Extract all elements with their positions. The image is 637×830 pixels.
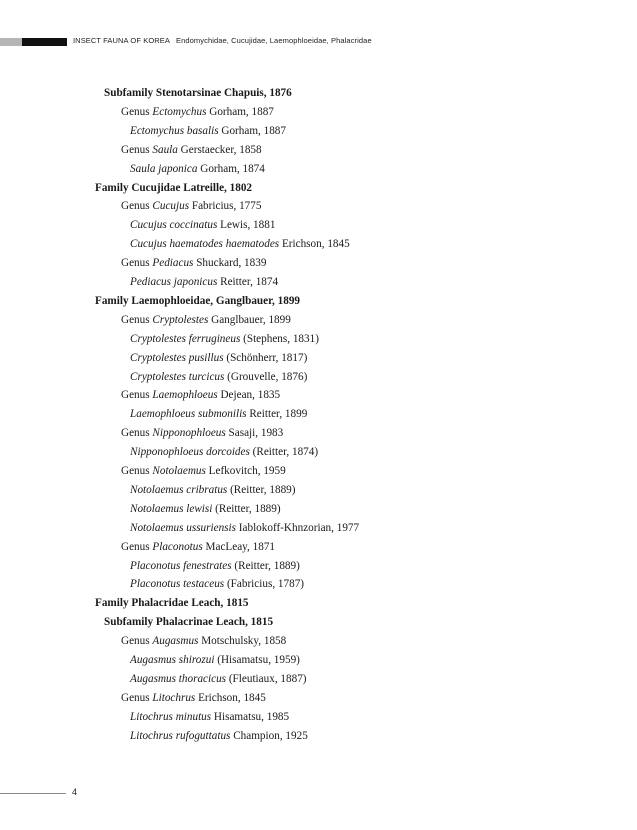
species-name: Saula japonica: [130, 162, 198, 175]
genus-name: Cucujus: [152, 200, 190, 213]
running-header: [73, 36, 372, 45]
genus-entry: [121, 426, 283, 440]
genus-entry: [121, 199, 261, 213]
authority: Fabricius, 1775: [191, 200, 262, 213]
authority: Gorham, 1887: [221, 124, 286, 137]
family-entry: [95, 596, 249, 610]
species-name: Nipponophloeus dorcoides: [130, 446, 250, 459]
header-gray-bar: [0, 38, 22, 46]
rank-prefix: Genus: [121, 105, 150, 118]
genus-name: Pediacus: [152, 257, 194, 270]
genus-name: Augasmus: [152, 635, 199, 648]
species-entry: [130, 672, 307, 686]
family-name: Family Laemophloeidae, Ganglbauer, 1899: [95, 294, 301, 307]
footer-rule: [0, 793, 66, 794]
authority: (Grouvelle, 1876): [227, 370, 308, 383]
authority: (Reitter, 1889): [215, 502, 281, 515]
header-black-bar: [22, 38, 67, 46]
rank-prefix: Genus: [121, 540, 150, 553]
species-name: Cucujus coccinatus: [130, 219, 218, 232]
species-entry: [130, 275, 278, 289]
species-entry: [130, 124, 286, 138]
subfamily-entry: [104, 615, 273, 629]
authority: (Stephens, 1831): [243, 332, 319, 345]
subfamily-name: Subfamily Stenotarsinae Chapuis, 1876: [104, 87, 292, 99]
authority: Reitter, 1899: [249, 408, 308, 421]
authority: Shuckard, 1839: [196, 257, 267, 270]
species-entry: [130, 502, 281, 516]
authority: Erichson, 1845: [198, 691, 266, 704]
species-entry: [130, 577, 304, 591]
authority: MacLeay, 1871: [205, 540, 276, 553]
rank-prefix: Genus: [121, 427, 150, 440]
authority: (Fabricius, 1787): [226, 578, 305, 591]
species-entry: [130, 729, 308, 743]
genus-name: Litochrus: [152, 691, 196, 704]
page-number: 4: [72, 787, 78, 797]
species-entry: [130, 370, 307, 384]
header-series: INSECT FAUNA OF KOREA: [73, 36, 170, 45]
rank-prefix: Genus: [121, 465, 150, 477]
rank-prefix: Genus: [121, 691, 150, 704]
family-entry: [95, 294, 300, 308]
species-entry: [130, 653, 300, 667]
rank-prefix: Genus: [121, 313, 150, 326]
authority: (Fleutiaux, 1887): [228, 672, 307, 685]
genus-entry: [121, 313, 291, 327]
authority: Champion, 1925: [233, 729, 308, 742]
species-entry: [130, 332, 319, 346]
rank-prefix: Genus: [121, 143, 150, 156]
species-entry: [130, 407, 307, 421]
authority: Iablokoff-Khnzorian, 1977: [238, 521, 360, 534]
authority: Motschulsky, 1858: [201, 635, 287, 648]
authority: (Reitter, 1889): [230, 483, 296, 496]
species-name: Cucujus haematodes haematodes: [130, 238, 280, 251]
species-name: Notolaemus cribratus: [130, 483, 228, 496]
genus-entry: [121, 105, 274, 119]
authority: Lewis, 1881: [220, 219, 276, 232]
species-entry: [130, 710, 289, 724]
species-entry: [130, 218, 275, 232]
species-name: Cryptolestes ferrugineus: [130, 332, 241, 345]
authority: Dejean, 1835: [220, 389, 281, 402]
rank-prefix: Genus: [121, 635, 150, 648]
genus-entry: [121, 256, 266, 270]
species-name: Cryptolestes pusillus: [130, 351, 224, 364]
genus-name: Cryptolestes: [152, 313, 209, 326]
species-name: Notolaemus ussuriensis: [130, 521, 236, 534]
header-families: Endomychidae, Cucujidae, Laemophloeidae, Phalacridae: [175, 36, 372, 45]
genus-entry: [121, 388, 280, 402]
genus-entry: [121, 634, 286, 648]
species-name: Placonotus fenestrates: [130, 559, 232, 572]
authority: Erichson, 1845: [281, 238, 350, 251]
authority: Gerstaecker, 1858: [180, 143, 262, 156]
authority: Reitter, 1874: [220, 276, 279, 288]
rank-prefix: Genus: [121, 257, 150, 270]
species-entry: [130, 559, 300, 573]
genus-entry: [121, 464, 286, 478]
authority: (Schönherr, 1817): [226, 351, 308, 364]
genus-name: Ectomychus: [152, 105, 207, 118]
genus-entry: [121, 691, 266, 705]
genus-entry: [121, 143, 262, 157]
species-name: Ectomychus basalis: [130, 124, 219, 137]
species-name: Cryptolestes turcicus: [130, 370, 225, 383]
authority: (Reitter, 1889): [234, 559, 300, 572]
genus-name: Notolaemus: [152, 465, 206, 477]
subfamily-entry: [104, 86, 292, 100]
species-entry: [130, 237, 350, 251]
species-entry: [130, 483, 296, 497]
species-entry: [130, 162, 265, 176]
species-name: Augasmus shirozui: [130, 654, 215, 666]
authority: Hisamatsu, 1985: [213, 710, 290, 723]
genus-name: Laemophloeus: [152, 389, 218, 402]
species-name: Pediacus japonicus: [130, 276, 218, 288]
species-entry: [130, 351, 307, 365]
authority: Gorham, 1887: [209, 105, 274, 118]
species-name: Laemophloeus submonilis: [130, 408, 247, 421]
species-name: Placonotus testaceus: [130, 578, 225, 591]
species-name: Litochrus minutus: [130, 710, 212, 723]
family-entry: [95, 181, 252, 195]
species-name: Litochrus rufoguttatus: [130, 729, 231, 742]
authority: Ganglbauer, 1899: [211, 313, 291, 326]
species-name: Notolaemus lewisi: [130, 502, 213, 515]
family-name: Family Cucujidae Latreille, 1802: [95, 181, 253, 194]
species-name: Augasmus thoracicus: [130, 672, 227, 685]
authority: (Hisamatsu, 1959): [217, 654, 300, 666]
authority: Lefkovitch, 1959: [208, 465, 286, 477]
genus-name: Placonotus: [152, 540, 203, 553]
authority: Sasaji, 1983: [228, 427, 284, 440]
species-entry: [130, 445, 318, 459]
authority: (Reitter, 1874): [252, 446, 319, 459]
species-entry: [130, 521, 359, 535]
authority: Gorham, 1874: [200, 162, 265, 175]
genus-name: Saula: [152, 143, 178, 156]
genus-name: Nipponophloeus: [152, 427, 226, 440]
family-name: Family Phalacridae Leach, 1815: [95, 597, 249, 610]
genus-entry: [121, 540, 275, 554]
rank-prefix: Genus: [121, 200, 150, 213]
subfamily-name: Subfamily Phalacrinae Leach, 1815: [104, 616, 274, 629]
rank-prefix: Genus: [121, 389, 150, 402]
